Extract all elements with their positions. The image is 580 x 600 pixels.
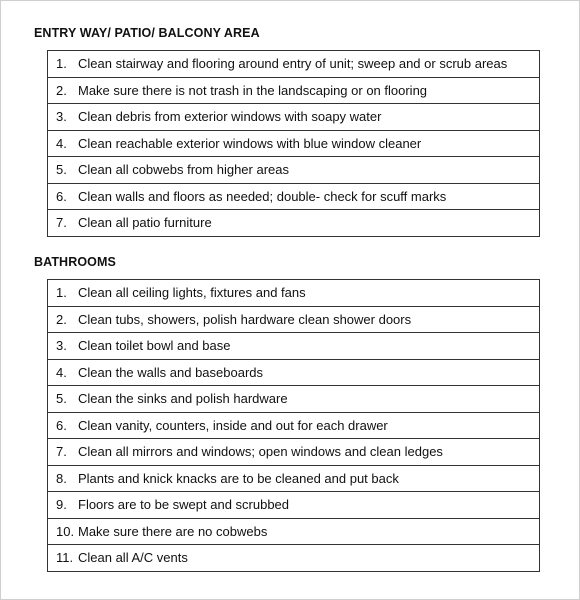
entry-way-checklist-row	[48, 130, 540, 157]
checklist-cell	[48, 439, 540, 466]
bathrooms-checklist-body	[48, 280, 540, 572]
entry-way-checklist-row	[48, 210, 540, 237]
item-number: 10.	[56, 523, 75, 539]
entry-way-checklist-table	[47, 50, 540, 237]
checklist-cell	[48, 130, 540, 157]
item-number: 4.	[56, 364, 67, 380]
entry-way-checklist-body	[48, 51, 540, 237]
item-text: Make sure there is not trash in the landscaping or on flooring	[78, 82, 428, 98]
entry-way-checklist-row	[48, 104, 540, 131]
item-number: 1.	[56, 56, 67, 72]
bathrooms-checklist-row	[48, 386, 540, 413]
checklist-cell	[48, 386, 540, 413]
item-number: 7.	[56, 215, 67, 231]
entry-way-checklist-row	[48, 157, 540, 184]
item-number: 6.	[56, 188, 67, 204]
item-number: 5.	[56, 391, 67, 407]
entry-way-checklist-row	[48, 77, 540, 104]
bathrooms-checklist-row	[48, 333, 540, 360]
item-text: Clean all cobwebs from higher areas	[78, 162, 289, 178]
entry-way-checklist-row	[48, 51, 540, 78]
item-number: 9.	[56, 497, 67, 513]
item-number: 11.	[56, 550, 74, 566]
bathrooms-checklist-row	[48, 412, 540, 439]
bathrooms-checklist-row	[48, 280, 540, 307]
item-text: Clean stairway and flooring around entry of unit; sweep and or scrub areas	[78, 56, 508, 72]
checklist-cell	[48, 183, 540, 210]
item-number: 1.	[56, 285, 67, 301]
checklist-cell	[48, 518, 540, 545]
bathrooms-checklist-row	[48, 306, 540, 333]
item-text: Make sure there are no cobwebs	[78, 523, 268, 539]
checklist-cell	[48, 104, 540, 131]
item-number: 3.	[56, 109, 67, 125]
item-text: Plants and knick knacks are to be cleaned and put back	[78, 470, 399, 486]
checklist-cell	[48, 412, 540, 439]
item-text: Clean all mirrors and windows; open windows and clean ledges	[78, 444, 443, 460]
item-text: Clean the sinks and polish hardware	[78, 391, 288, 407]
item-number: 5.	[56, 162, 67, 178]
item-text: Clean walls and floors as needed; double- check for scuff marks	[78, 188, 447, 204]
section-title-entry-way: ENTRY WAY/ PATIO/ BALCONY AREA	[34, 26, 260, 40]
bathrooms-checklist-row	[48, 465, 540, 492]
item-text: Clean vanity, counters, inside and out for each drawer	[78, 417, 388, 433]
item-text: Clean tubs, showers, polish hardware clean shower doors	[78, 311, 412, 327]
checklist-cell	[48, 492, 540, 519]
bathrooms-checklist-row	[48, 359, 540, 386]
item-number: 2.	[56, 311, 67, 327]
entry-way-checklist-row	[48, 183, 540, 210]
item-text: Clean all ceiling lights, fixtures and fans	[78, 285, 306, 301]
item-number: 2.	[56, 82, 67, 98]
checklist-cell	[48, 210, 540, 237]
checklist-cell	[48, 333, 540, 360]
item-number: 7.	[56, 444, 67, 460]
checklist-cell	[48, 359, 540, 386]
checklist-cell	[48, 306, 540, 333]
item-text: Clean all patio furniture	[78, 215, 212, 231]
bathrooms-checklist-table	[47, 279, 540, 572]
checklist-cell	[48, 157, 540, 184]
item-number: 8.	[56, 470, 67, 486]
item-number: 3.	[56, 338, 67, 354]
item-text: Floors are to be swept and scrubbed	[78, 497, 290, 513]
bathrooms-checklist-row	[48, 518, 540, 545]
section-title-bathrooms: BATHROOMS	[34, 255, 116, 269]
checklist-cell	[48, 77, 540, 104]
checklist-cell	[48, 51, 540, 78]
item-text: Clean reachable exterior windows with blue window cleaner	[78, 135, 422, 151]
bathrooms-checklist-row	[48, 492, 540, 519]
item-text: Clean all A/C vents	[78, 550, 188, 566]
item-number: 4.	[56, 135, 67, 151]
bathrooms-checklist-row	[48, 439, 540, 466]
checklist-cell	[48, 545, 540, 572]
item-text: Clean toilet bowl and base	[78, 338, 231, 354]
checklist-cell	[48, 280, 540, 307]
item-text: Clean debris from exterior windows with soapy water	[78, 109, 382, 125]
bathrooms-checklist-row	[48, 545, 540, 572]
item-text: Clean the walls and baseboards	[78, 364, 264, 380]
checklist-cell	[48, 465, 540, 492]
item-number: 6.	[56, 417, 67, 433]
